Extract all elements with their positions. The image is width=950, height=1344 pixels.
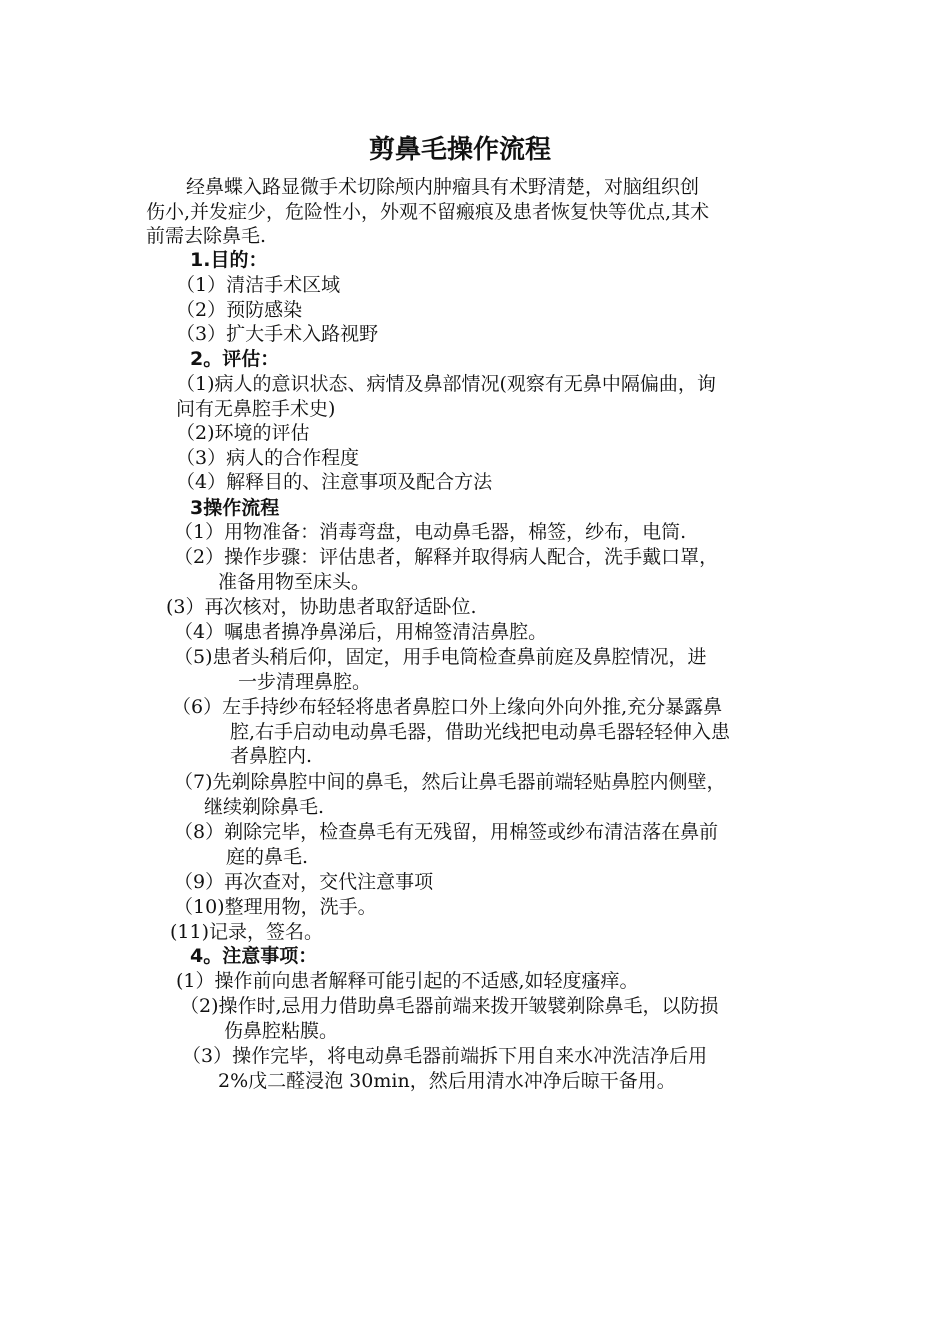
list-item: （3）扩大手术入路视野 [176,323,379,346]
list-item-line: （6）左手持纱布轻轻将患者鼻腔口外上缘向外向外推,充分暴露鼻 [172,696,723,718]
list-item-line: 准备用物至床头。 [218,570,371,593]
precaution-item-1: (1）操作前向患者解释可能引起的不适感,如轻度瘙痒。 [176,970,639,992]
procedure-item-10: （10)整理用物，洗手。 [174,896,377,918]
list-item: （2)环境的评估 [176,422,310,444]
list-item: （4）解释目的、注意事项及配合方法 [176,471,493,494]
list-item-line: （3）操作完毕，将电动鼻毛器前端拆下用自来水冲洗洁净后用 [182,1045,708,1067]
section-heading-assessment: 2。评估： [190,348,280,370]
procedure-item-11: (11)记录，签名。 [170,921,324,943]
procedure-item-2 [174,545,718,594]
assessment-items [176,421,492,495]
procedure-item-1: （1）用物准备：消毒弯盘，电动鼻毛器，棉签，纱布，电筒. [174,521,687,543]
list-item: （3）病人的合作程度 [176,446,360,469]
procedure-item-7 [174,770,726,819]
precaution-item-3 [182,1044,707,1093]
intro-line: 经鼻蝶入路显微手术切除颅内肿瘤具有术野清楚，对脑组织创 [186,176,700,198]
list-item-line: 问有无鼻腔手术史) [176,397,336,420]
list-item: （1）清洁手术区域 [176,274,341,296]
list-item-line: 庭的鼻毛. [226,845,309,868]
procedure-item-6 [172,695,730,769]
section-heading-procedure: 3操作流程 [190,497,280,519]
section-heading-purpose: 1.目的： [190,249,268,271]
list-item-line: 一步清理鼻腔。 [238,670,372,693]
assessment-item-1 [176,372,716,421]
procedure-item-5 [174,645,707,694]
list-item: （2）预防感染 [176,298,303,321]
list-item-line: （2)操作时,忌用力借助鼻毛器前端来拨开皱襞剃除鼻毛，以防损 [180,995,719,1017]
precaution-item-2 [180,994,719,1043]
list-item-line: （1)病人的意识状态、病情及鼻部情况(观察有无鼻中隔偏曲，询 [176,373,716,395]
procedure-item-4: （4）嘱患者擤净鼻涕后，用棉签清洁鼻腔。 [174,621,548,643]
intro-line: 前需去除鼻毛. [146,225,267,248]
intro-line: 伤小,并发症少，危险性小，外观不留瘢痕及患者恢复快等优点,其术 [146,200,710,223]
list-item-line: （8）剃除完毕，检查鼻毛有无残留，用棉签或纱布清洁落在鼻前 [174,821,719,843]
purpose-list [176,273,378,347]
section-heading-precautions: 4。注意事项： [190,945,318,967]
list-item-line: 继续剃除鼻毛. [204,795,325,818]
page-title: 剪鼻毛操作流程 [368,135,551,165]
list-item-line: （7)先剃除鼻腔中间的鼻毛，然后让鼻毛器前端轻贴鼻腔内侧壁， [174,771,726,793]
list-item-line: 2%戊二醛浸泡 30min，然后用清水冲净后晾干备用。 [218,1069,676,1092]
procedure-item-3: (3）再次核对，协助患者取舒适卧位. [166,596,477,618]
list-item-line: （2）操作步骤：评估患者，解释并取得病人配合，洗手戴口罩， [174,546,719,568]
intro-paragraph [146,175,709,249]
list-item-line: 者鼻腔内. [230,745,313,768]
list-item-line: 腔,右手启动电动鼻毛器，借助光线把电动鼻毛器轻轻伸入患 [230,720,731,743]
list-item-line: 伤鼻腔粘膜。 [224,1019,339,1042]
procedure-item-9: （9）再次查对，交代注意事项 [174,871,434,893]
procedure-item-8 [174,820,718,869]
list-item-line: （5)患者头稍后仰，固定，用手电筒检查鼻前庭及鼻腔情况，进 [174,646,707,668]
